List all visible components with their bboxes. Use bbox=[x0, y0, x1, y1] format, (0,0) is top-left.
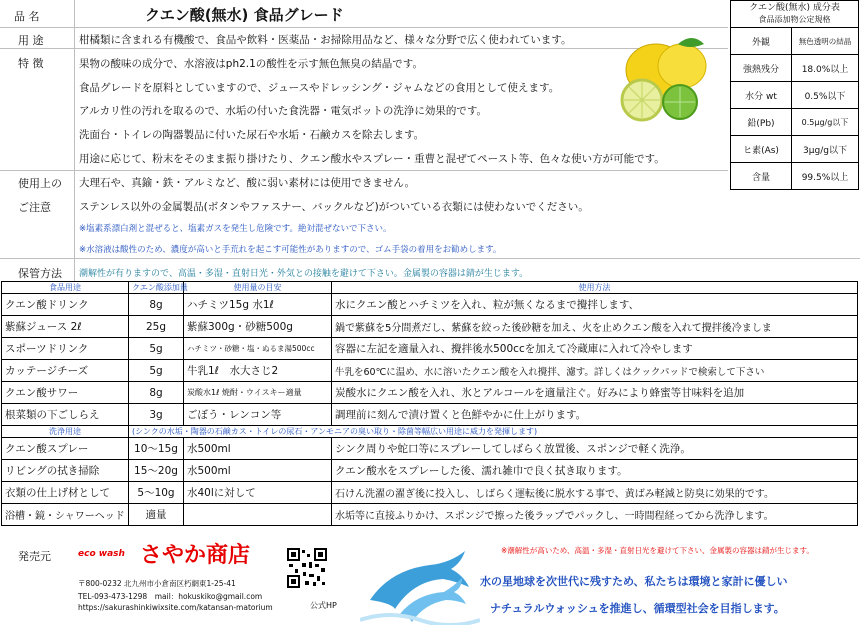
table-cell: 衣類の仕上げ材として bbox=[2, 482, 129, 504]
table-cell: 5～10g bbox=[129, 482, 184, 504]
table-cell: 水500ml bbox=[184, 460, 332, 482]
divider bbox=[74, 0, 75, 282]
table-cell: 水垢等に直接ふりかけ、スポンジで擦った後ラップでパックし、一時間程経ってから洗浄します。 bbox=[332, 504, 858, 526]
feature-line: 食品グレードを原料としていますので、ジュースやドレッシング・ジャムなどの食用として使えます。 bbox=[79, 82, 560, 94]
table-cell: 8g bbox=[129, 294, 184, 316]
table-cell: 5g bbox=[129, 338, 184, 360]
table-cell: カッテージチーズ bbox=[2, 360, 129, 382]
usage-text: 柑橘類に含まれる有機酸で、食品や飲料・医薬品・お掃除用品など、様々な分野で広く使われています。 bbox=[79, 34, 572, 46]
composition-key: ヒ素(As) bbox=[731, 136, 792, 163]
table-cell: シンク周りや蛇口等にスプレーしてしばらく放置後、スポンジで軽く洗浄。 bbox=[332, 438, 858, 460]
composition-value: 0.5μg/g以下 bbox=[792, 109, 859, 136]
qr-code bbox=[287, 548, 327, 588]
table-cell: 浴槽・鏡・シャワーヘッド bbox=[2, 504, 129, 526]
page-title: クエン酸(無水) 食品グレード bbox=[145, 6, 344, 24]
composition-value: 無色透明の結晶 bbox=[792, 28, 859, 55]
table-cell: 調理前に刻んで漬け置くと色鮮やかに仕上がります。 bbox=[332, 404, 858, 426]
table-row bbox=[2, 360, 858, 382]
caution-line: 大理石や、真鍮・鉄・アルミなど、酸に弱い素材には使用できません。 bbox=[79, 177, 415, 189]
column-header: 食品用途 bbox=[2, 282, 129, 294]
column-header: 使用量の目安 bbox=[184, 282, 332, 294]
table-row bbox=[2, 316, 858, 338]
table-cell: 8g bbox=[129, 382, 184, 404]
caution-label: ご注意 bbox=[18, 201, 51, 214]
caution-warning: ※塩素系漂白剤と混ぜると、塩素ガスを発生し危険です。絶対混ぜないで下さい。 bbox=[79, 224, 392, 234]
storage-label: 保管方法 bbox=[18, 267, 62, 280]
feature-line: 果物の酸味の成分で、水溶液はph2.1の酸性を示す無色無臭の結晶です。 bbox=[79, 58, 423, 70]
product-name-label: 品 名 bbox=[14, 10, 40, 23]
seller-url[interactable]: https://sakurashinkiwixsite.com/katansan-matorium bbox=[78, 603, 273, 612]
table-cell: ハチミツ・砂糖・塩・ぬるま湯500cc bbox=[184, 338, 332, 360]
storage-text: 潮解性が有りますので、高温・多湿・直射日光・外気との接触を避けて下さい。金属製の容器は錆が生じます。 bbox=[79, 269, 529, 279]
caution-warning: ※水溶液は酸性のため、濃度が高いと手荒れを起こす可能性がありますので、ゴム手袋の着用をお勧めします。 bbox=[79, 245, 502, 255]
divider bbox=[0, 27, 728, 28]
brand-small: eco wash bbox=[78, 549, 125, 559]
table-row bbox=[2, 482, 858, 504]
seller-address: 〒800-0232 北九州市小倉南区朽網東1-25-41 bbox=[78, 579, 236, 588]
table-cell: 25g bbox=[129, 316, 184, 338]
usage-table bbox=[1, 281, 858, 526]
table-cell: リビングの拭き掃除 bbox=[2, 460, 129, 482]
table-cell: ハチミツ15g 水1ℓ bbox=[184, 294, 332, 316]
brand-name: さやか商店 bbox=[140, 543, 251, 568]
table-cell: クエン酸サワー bbox=[2, 382, 129, 404]
table-cell: 10～15g bbox=[129, 438, 184, 460]
composition-title: クエン酸(無水) 成分表 bbox=[749, 3, 840, 13]
lemon-lime-illustration bbox=[608, 30, 714, 126]
composition-value: 18.0%以上 bbox=[792, 55, 859, 82]
composition-table bbox=[730, 0, 859, 190]
table-cell: 紫蘇ジュース 2ℓ bbox=[2, 316, 129, 338]
table-cell: 根菜類の下ごしらえ bbox=[2, 404, 129, 426]
table-cell: 水40lに対して bbox=[184, 482, 332, 504]
table-cell: 紫蘇300g・砂糖500g bbox=[184, 316, 332, 338]
table-cell: クエン酸水をスプレーした後、濡れ雑巾で良く拭き取ります。 bbox=[332, 460, 858, 482]
table-cell: スポーツドリンク bbox=[2, 338, 129, 360]
table-cell: クエン酸ドリンク bbox=[2, 294, 129, 316]
table-cell: 水500ml bbox=[184, 438, 332, 460]
table-row bbox=[2, 460, 858, 482]
composition-key: 含量 bbox=[731, 163, 792, 190]
table-cell: 牛乳1ℓ 水大さじ2 bbox=[184, 360, 332, 382]
footer-warning: ※潮解性が高いため、高温・多湿・直射日光を避けて下さい、金属製の容器は錆が生じます。 bbox=[501, 546, 814, 555]
table-cell: 牛乳を60℃に温め、水に溶いたクエン酸を入れ攪拌、濾す。詳しくはクックパッドで検索して下さい bbox=[332, 360, 858, 382]
cleaning-note: (シンクの水垢・陶器の石鹸カス・トイレの尿石・アンモニアの臭い取り・除菌等幅広い用途に威力を発揮します) bbox=[129, 426, 858, 438]
seller-phone: TEL-093-473-1298 mail：hokuskiko@gmail.com bbox=[78, 592, 263, 601]
composition-subtitle: 食品添加物公定規格 bbox=[758, 15, 831, 24]
seller-label: 発売元 bbox=[18, 550, 51, 563]
table-cell: 炭酸水1ℓ 焼酎・ウイスキー適量 bbox=[184, 382, 332, 404]
composition-value: 0.5%以下 bbox=[792, 82, 859, 109]
table-row bbox=[2, 404, 858, 426]
table-cell: 石けん洗濯の濯ぎ後に投入し、しばらく運転後に脱水する事で、黄ばみ軽減と防臭に効果的です。 bbox=[332, 482, 858, 504]
table-row bbox=[2, 504, 858, 526]
column-header: クエン酸添加量 bbox=[129, 282, 184, 294]
usage-label: 用 途 bbox=[18, 34, 44, 47]
feature-line: 用途に応じて、粉末をそのまま振り掛けたり、クエン酸水やスプレー・重曹と混ぜてペースト等、色々な使い方が可能です。 bbox=[79, 153, 665, 165]
caution-line: ステンレス以外の金属製品(ボタンやファスナー、バックルなど)がついている衣類には使わないでください。 bbox=[79, 201, 589, 213]
column-header: 使用方法 bbox=[332, 282, 858, 294]
slogan-line: 水の星地球を次世代に残すため、私たちは環境と家計に優しい bbox=[480, 575, 788, 588]
table-row bbox=[2, 382, 858, 404]
slogan-line: ナチュラルウォッシュを推進し、循環型社会を目指します。 bbox=[490, 602, 785, 615]
official-site-label[interactable]: 公式HP bbox=[310, 601, 337, 610]
composition-key: 水分 wt bbox=[731, 82, 792, 109]
table-row bbox=[2, 294, 858, 316]
cleaning-header: 洗浄用途 bbox=[2, 426, 129, 438]
table-cell: 5g bbox=[129, 360, 184, 382]
composition-key: 鉛(Pb) bbox=[731, 109, 792, 136]
dolphin-illustration bbox=[360, 540, 480, 625]
table-cell: ごぼう・レンコン等 bbox=[184, 404, 332, 426]
features-label: 特 徴 bbox=[18, 57, 44, 70]
table-cell bbox=[184, 504, 332, 526]
divider bbox=[0, 170, 728, 171]
table-cell: 3g bbox=[129, 404, 184, 426]
composition-key: 外観 bbox=[731, 28, 792, 55]
table-row bbox=[2, 438, 858, 460]
feature-line: 洗面台・トイレの陶器製品に付いた尿石や水垢・石鹸カスを除去します。 bbox=[79, 129, 425, 141]
composition-value: 3μg/g以下 bbox=[792, 136, 859, 163]
table-cell: 15～20g bbox=[129, 460, 184, 482]
divider bbox=[0, 258, 860, 259]
table-cell: 容器に左記を適量入れ、攪拌後水500ccを加えて冷蔵庫に入れて冷やします bbox=[332, 338, 858, 360]
table-cell: 水にクエン酸とハチミツを入れ、粒が無くなるまで攪拌します、 bbox=[332, 294, 858, 316]
table-row bbox=[2, 338, 858, 360]
composition-value: 99.5%以上 bbox=[792, 163, 859, 190]
table-cell: 適量 bbox=[129, 504, 184, 526]
feature-line: アルカリ性の汚れを取るので、水垢の付いた食洗器・電気ポットの洗浄に効果的です。 bbox=[79, 105, 488, 117]
composition-key: 強熱残分 bbox=[731, 55, 792, 82]
table-cell: 炭酸水にクエン酸を入れ、氷とアルコールを適量注ぐ。好みにより蜂蜜等甘味料を追加 bbox=[332, 382, 858, 404]
caution-label: 使用上の bbox=[18, 177, 62, 190]
table-cell: 鍋で紫蘇を5分間煮だし、紫蘇を絞った後砂糖を加え、火を止めクエン酸を入れて攪拌後冷ましま bbox=[332, 316, 858, 338]
table-cell: クエン酸スプレー bbox=[2, 438, 129, 460]
